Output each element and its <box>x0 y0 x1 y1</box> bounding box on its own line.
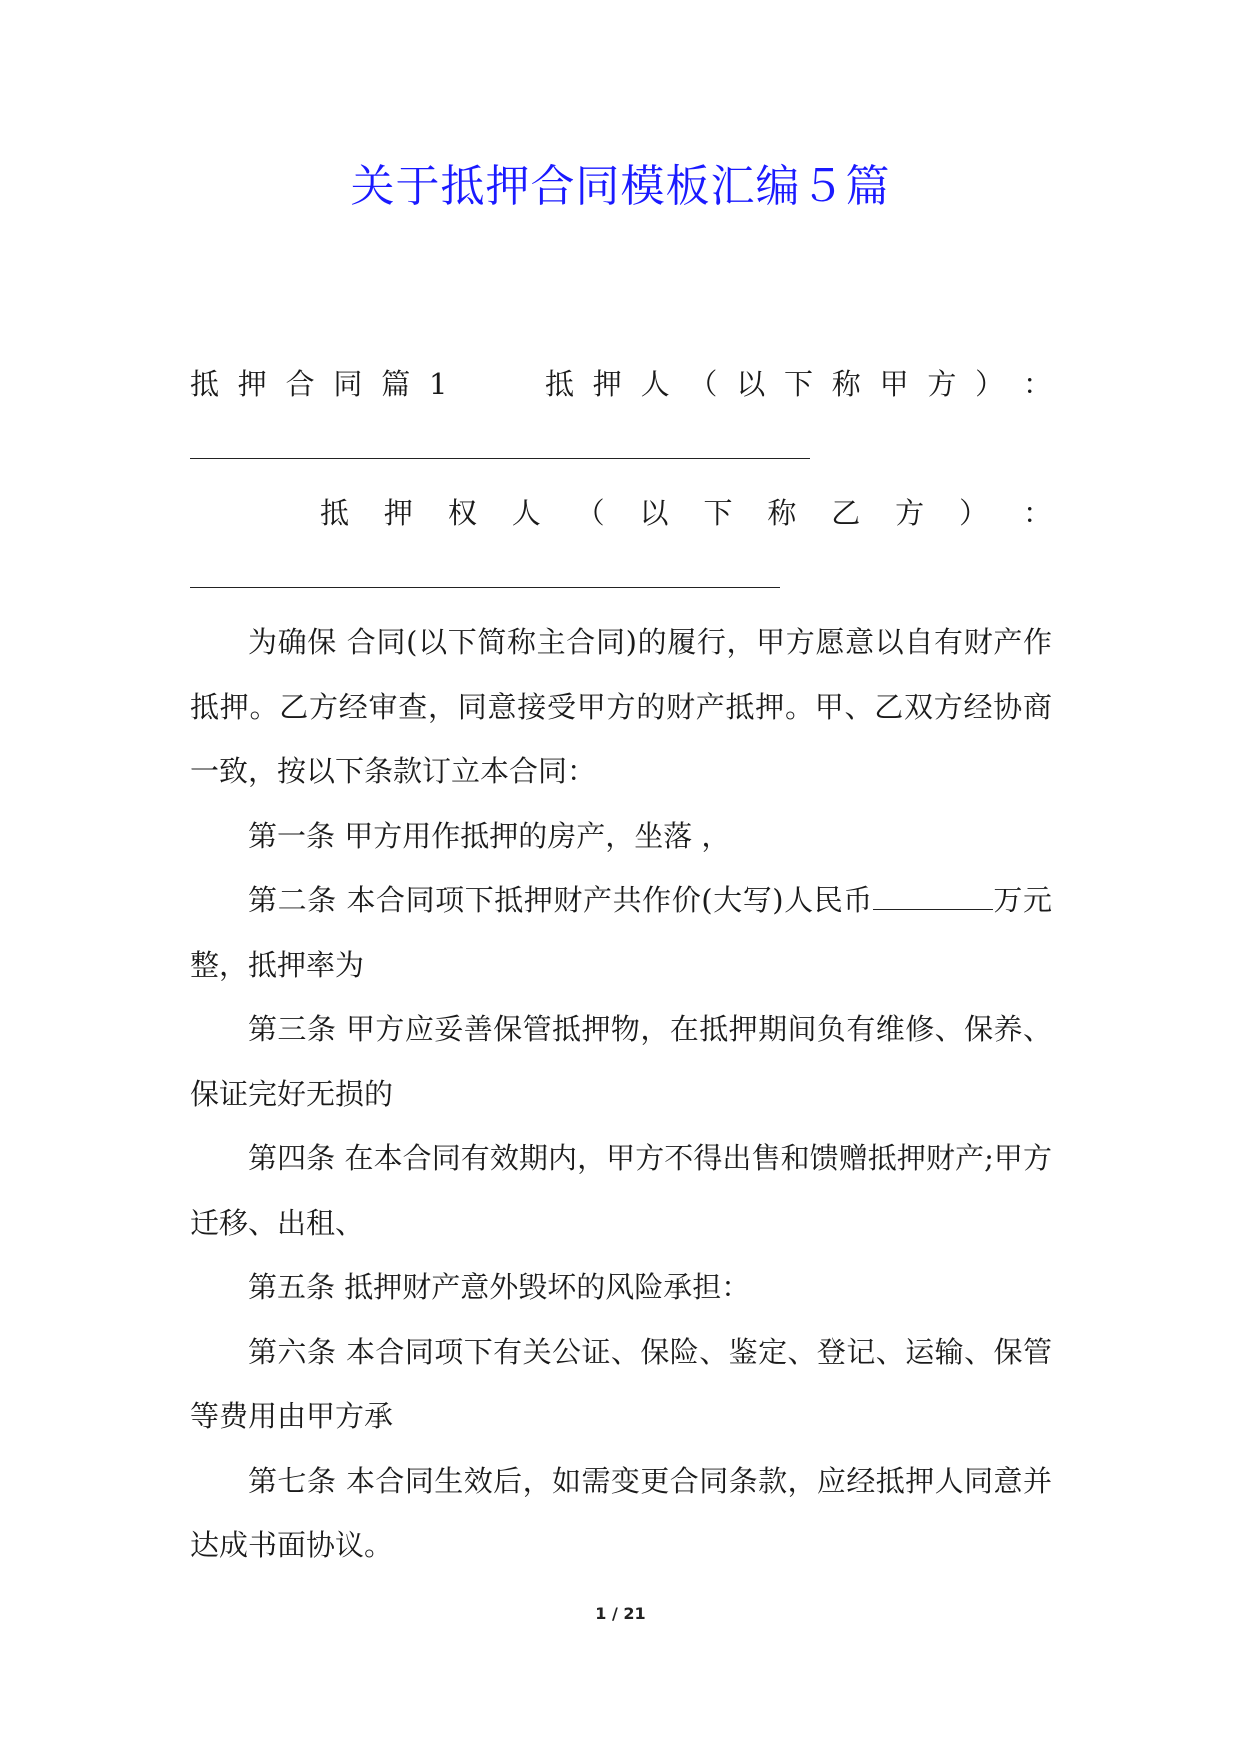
header-char: 抵 <box>545 367 575 401</box>
mortgagor-blank-line <box>190 417 1052 482</box>
mortgagee-char: 抵 <box>320 496 350 530</box>
amount-blank <box>873 879 993 910</box>
header-char: 篇 <box>381 367 411 401</box>
contract-header-line <box>190 352 1052 417</box>
mortgagee-char: （ <box>575 496 605 530</box>
page-number: 1 / 21 <box>595 1604 646 1623</box>
header-char: 押 <box>592 367 622 401</box>
article-2-paragraph <box>190 868 1052 997</box>
preamble-paragraph: 为确保 合同(以下简称主合同)的履行，甲方愿意以自有财产作抵押。乙方经审查，同意接受甲方的财产抵押。甲、乙双方经协商一致，按以下条款订立本合同： <box>190 625 1052 788</box>
article-2-text: 第二条 本合同项下抵押财产共作价(大写)人民币 <box>248 883 873 917</box>
mortgagee-char: 乙 <box>831 496 861 530</box>
mortgagee-char: 以 <box>639 496 669 530</box>
header-char: 以 <box>736 367 766 401</box>
mortgagee-char: 人 <box>511 496 541 530</box>
mortgagee-blank-line <box>190 546 1052 611</box>
header-char: 称 <box>831 367 861 401</box>
mortgagee-char: 权 <box>447 496 477 530</box>
mortgagee-char: 下 <box>703 496 733 530</box>
header-char: （ <box>688 367 718 401</box>
mortgagee-char: ） <box>959 496 989 530</box>
mortgagee-line <box>190 481 1052 546</box>
header-char: ： <box>1022 367 1052 401</box>
article-7-paragraph: 第七条 本合同生效后，如需变更合同条款，应经抵押人同意并达成书面协议。 <box>190 1463 1052 1562</box>
header-char: 抵 <box>190 367 220 401</box>
mortgagee-char: 称 <box>767 496 797 530</box>
mortgagee-char: ： <box>1022 496 1052 530</box>
article-6-paragraph: 第六条 本合同项下有关公证、保险、鉴定、登记、运输、保管等费用由甲方承 <box>190 1334 1052 1433</box>
header-char: 同 <box>333 367 363 401</box>
header-char: 1 <box>428 367 448 401</box>
header-char: 方 <box>927 367 957 401</box>
header-char: 合 <box>285 367 315 401</box>
article-4-paragraph: 第四条 在本合同有效期内，甲方不得出售和馈赠抵押财产;甲方迁移、出租、 <box>190 1141 1052 1240</box>
header-char: ） <box>975 367 1005 401</box>
header-char: 人 <box>640 367 670 401</box>
header-char: 下 <box>783 367 813 401</box>
header-char: 甲 <box>879 367 909 401</box>
document-title: 关于抵押合同模板汇编５篇 <box>350 161 891 212</box>
header-char: 押 <box>237 367 267 401</box>
mortgagee-char: 方 <box>895 496 925 530</box>
article-1-paragraph: 第一条 甲方用作抵押的房产，坐落 ， <box>248 818 731 853</box>
document-body <box>190 352 1052 1578</box>
mortgagee-char: 押 <box>383 496 413 530</box>
article-2-text-after: 万元整，抵押率为 <box>190 883 1052 982</box>
article-3-paragraph: 第三条 甲方应妥善保管抵押物，在抵押期间负有维修、保养、保证完好无损的 <box>190 1012 1052 1111</box>
article-5-paragraph: 第五条 抵押财产意外毁坏的风险承担： <box>248 1270 751 1304</box>
